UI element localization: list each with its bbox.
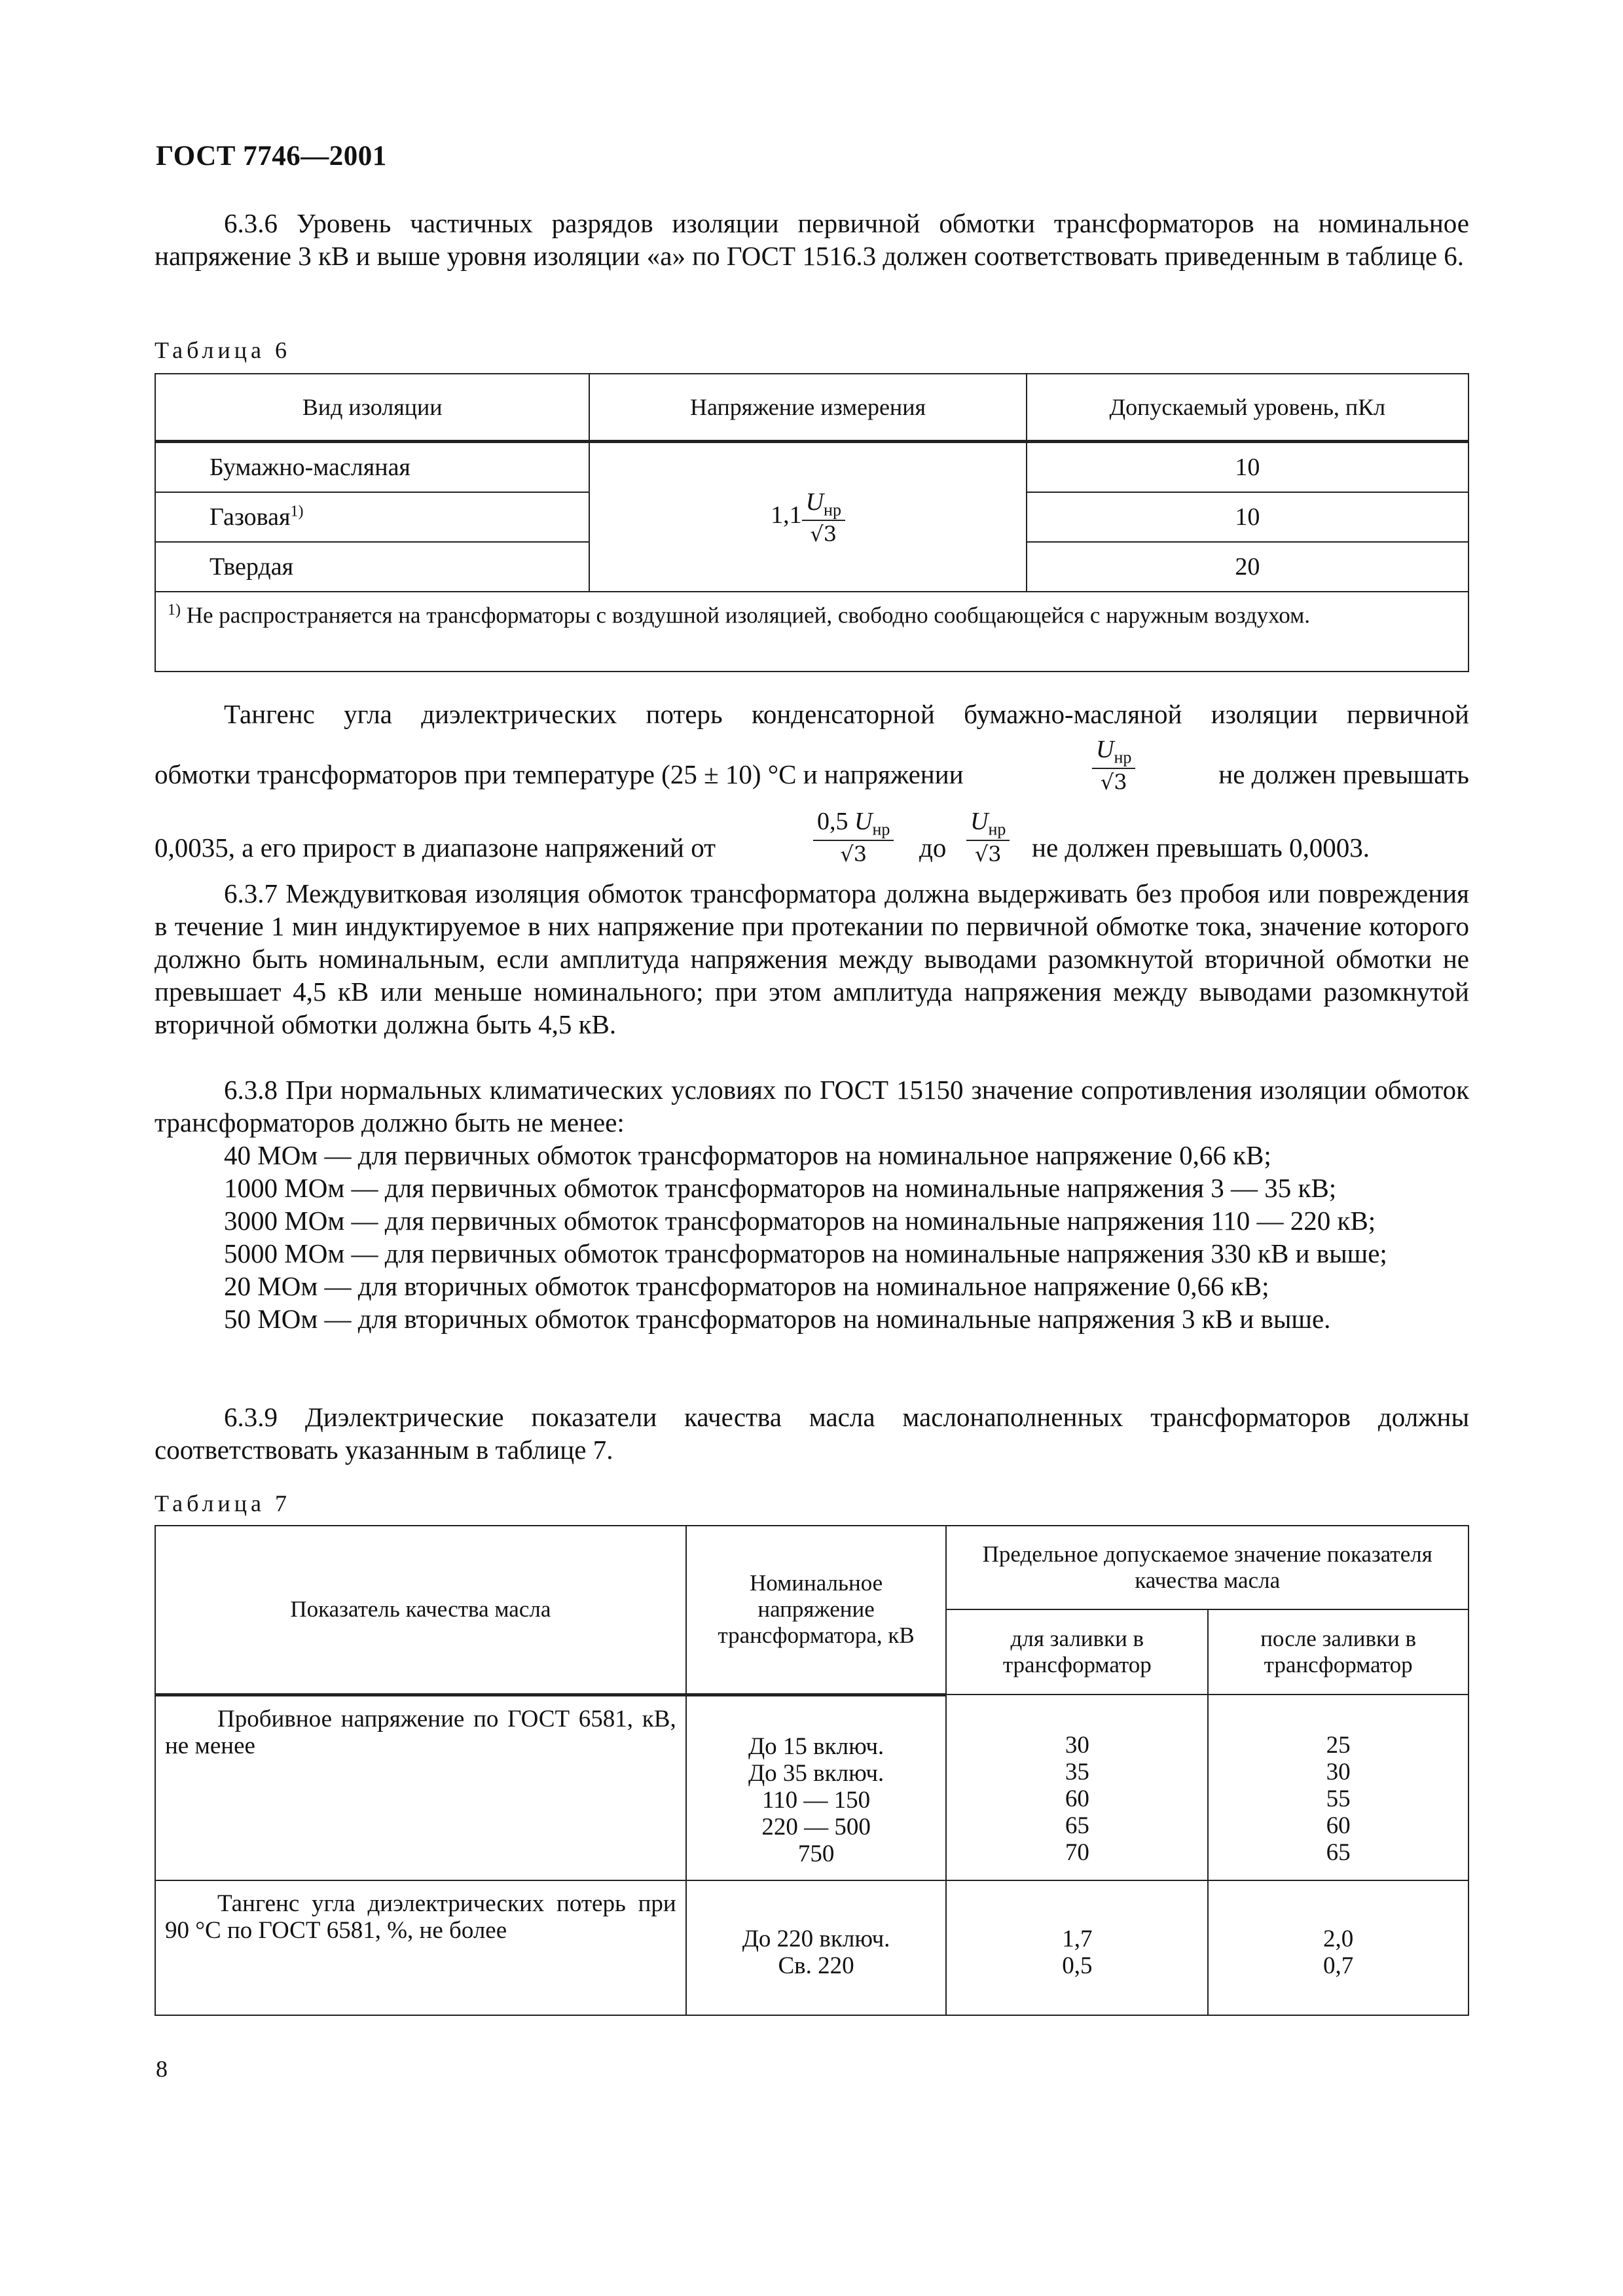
voltage-fraction: $\frac{U_{нр}}{√3}$ <box>802 490 845 545</box>
table7-header-indicator: Показатель качества масла <box>155 1526 686 1695</box>
page-number: 8 <box>156 2056 168 2082</box>
voltage-fraction: $U_{нр}$ √3 <box>1092 737 1135 793</box>
table7-cell-indicator: Пробивное напряжение по ГОСТ 6581, кВ, не менее <box>155 1695 686 1880</box>
table7-header-after: после заливки в трансформатор <box>1208 1609 1468 1695</box>
table7-cell-before: 30 35 60 65 70 <box>946 1695 1208 1880</box>
voltage-coefficient: 1,1 <box>771 501 802 529</box>
table-7 <box>155 1525 1469 2016</box>
table7-cell-voltages: До 220 включ. Св. 220 <box>686 1880 947 2015</box>
tangent-line-3: 0,0035, а его прирост в диапазоне напряжений от 0,5 $U_{нр}$ √3 до $U_{нр}$ √3 не должен превышать 0,0003. <box>155 808 1370 867</box>
table7-cell-voltages: До 15 включ. До 35 включ. 110 — 150 220 — 500 750 <box>686 1695 947 1880</box>
table-row <box>155 1695 1468 1880</box>
list-item: 3000 МОм — для первичных обмоток трансформаторов на номинальные напряжения 110 — 220 кВ; <box>224 1206 1376 1236</box>
table6-footnote: $^{1)}$ Не распространяется на трансформаторы с воздушной изоляцией, свободно сообщающейся с наружным воздухом. <box>155 592 1468 672</box>
table6-cell-level: 20 <box>1027 542 1468 592</box>
footnote-mark: 1) <box>290 503 304 520</box>
list-item: 50 МОм — для вторичных обмоток трансформаторов на номинальные напряжения 3 кВ и выше. <box>224 1304 1331 1334</box>
tangent-line-2: обмотки трансформаторов при температуре (25 ± 10) °С и напряжении $U_{нр}$ √3 не должен превышать <box>155 736 1469 795</box>
voltage-fraction-high: $U_{нр}$ √3 <box>966 809 1010 865</box>
table6-header-voltage: Напряжение измерения <box>589 374 1026 442</box>
tangent-line-1: Тангенс угла диэлектрических потерь конденсаторной бумажно-масляной изоляции первичной <box>224 699 1469 729</box>
table6-cell-level: 10 <box>1027 492 1468 542</box>
list-item: 1000 МОм — для первичных обмоток трансформаторов на номинальные напряжения 3 — 35 кВ; <box>224 1173 1337 1203</box>
list-item: 20 МОм — для вторичных обмоток трансформаторов на номинальное напряжение 0,66 кВ; <box>224 1271 1269 1301</box>
table6-cell-voltage <box>589 442 1026 592</box>
table6-header-row <box>155 374 1468 442</box>
table6-cell-type: Твердая <box>155 542 589 592</box>
list-item: 40 МОм — для первичных обмоток трансформаторов на номинальное напряжение 0,66 кВ; <box>224 1140 1271 1170</box>
table6-note-row <box>155 592 1468 672</box>
paragraph-6-3-8: 6.3.8 При нормальных климатических условиях по ГОСТ 15150 значение сопротивления изоляции обмоток трансформаторов должно быть не менее: <box>155 1075 1469 1138</box>
resistance-list <box>155 1139 1469 1335</box>
voltage-fraction-low: 0,5 $U_{нр}$ √3 <box>813 809 894 865</box>
paragraph-6-3-9: 6.3.9 Диэлектрические показатели качества масла маслонаполненных трансформаторов должны соответствовать указанным в таблице 7. <box>155 1402 1469 1465</box>
table6-header-level: Допускаемый уровень, пКл <box>1027 374 1468 442</box>
document-header: ГОСТ 7746—2001 <box>156 141 387 171</box>
table7-caption: Таблица 7 <box>155 1490 291 1516</box>
table7-header-row <box>155 1526 1468 1609</box>
list-item: 5000 МОм — для первичных обмоток трансформаторов на номинальные напряжения 330 кВ и выше; <box>224 1238 1387 1268</box>
table6-caption: Таблица 6 <box>155 337 291 363</box>
table7-cell-before: 1,7 0,5 <box>946 1880 1208 2015</box>
table7-header-before: для заливки в трансформатор <box>946 1609 1208 1695</box>
table7-cell-indicator: Тангенс угла диэлектрических потерь при 90 °С по ГОСТ 6581, %, не более <box>155 1880 686 2015</box>
table7-header-limit: Предельное допускаемое значение показателя качества масла <box>946 1526 1468 1609</box>
paragraph-6-3-7: 6.3.7 Междувитковая изоляция обмоток трансформатора должна выдерживать без пробоя или повреждения в течение 1 мин индуктируемое в них напряжение при протекании по первичной обмотке тока, значение которого должно быть номинальным, если амплитуда напряжения между выводами разомкнутой вторичной обмотки не превышает 4,5 кВ или меньше номинального; при этом амплитуда напряжения между выводами разомкнутой вторичной обмотки должна быть 4,5 кВ. <box>155 878 1469 1039</box>
table6-cell-level: 10 <box>1027 442 1468 493</box>
paragraph-6-3-6: 6.3.6 Уровень частичных разрядов изоляции первичной обмотки трансформаторов на номинальное напряжение 3 кВ и выше уровня изоляции «а» по ГОСТ 1516.3 должен соответствовать приведенным в таблице 6. <box>155 208 1469 271</box>
table-6 <box>155 373 1469 672</box>
table6-cell-type: Газовая$^{1)}$ <box>155 492 589 542</box>
table6-cell-type: Бумажно-масляная <box>155 442 589 493</box>
table-row <box>155 442 1468 493</box>
table6-header-type: Вид изоляции <box>155 374 589 442</box>
table7-cell-after: 2,0 0,7 <box>1208 1880 1468 2015</box>
table-row <box>155 1880 1468 2015</box>
table7-header-voltage: Номинальное напряжение трансформатора, кВ <box>686 1526 947 1695</box>
table7-cell-after: 25 30 55 60 65 <box>1208 1695 1468 1880</box>
